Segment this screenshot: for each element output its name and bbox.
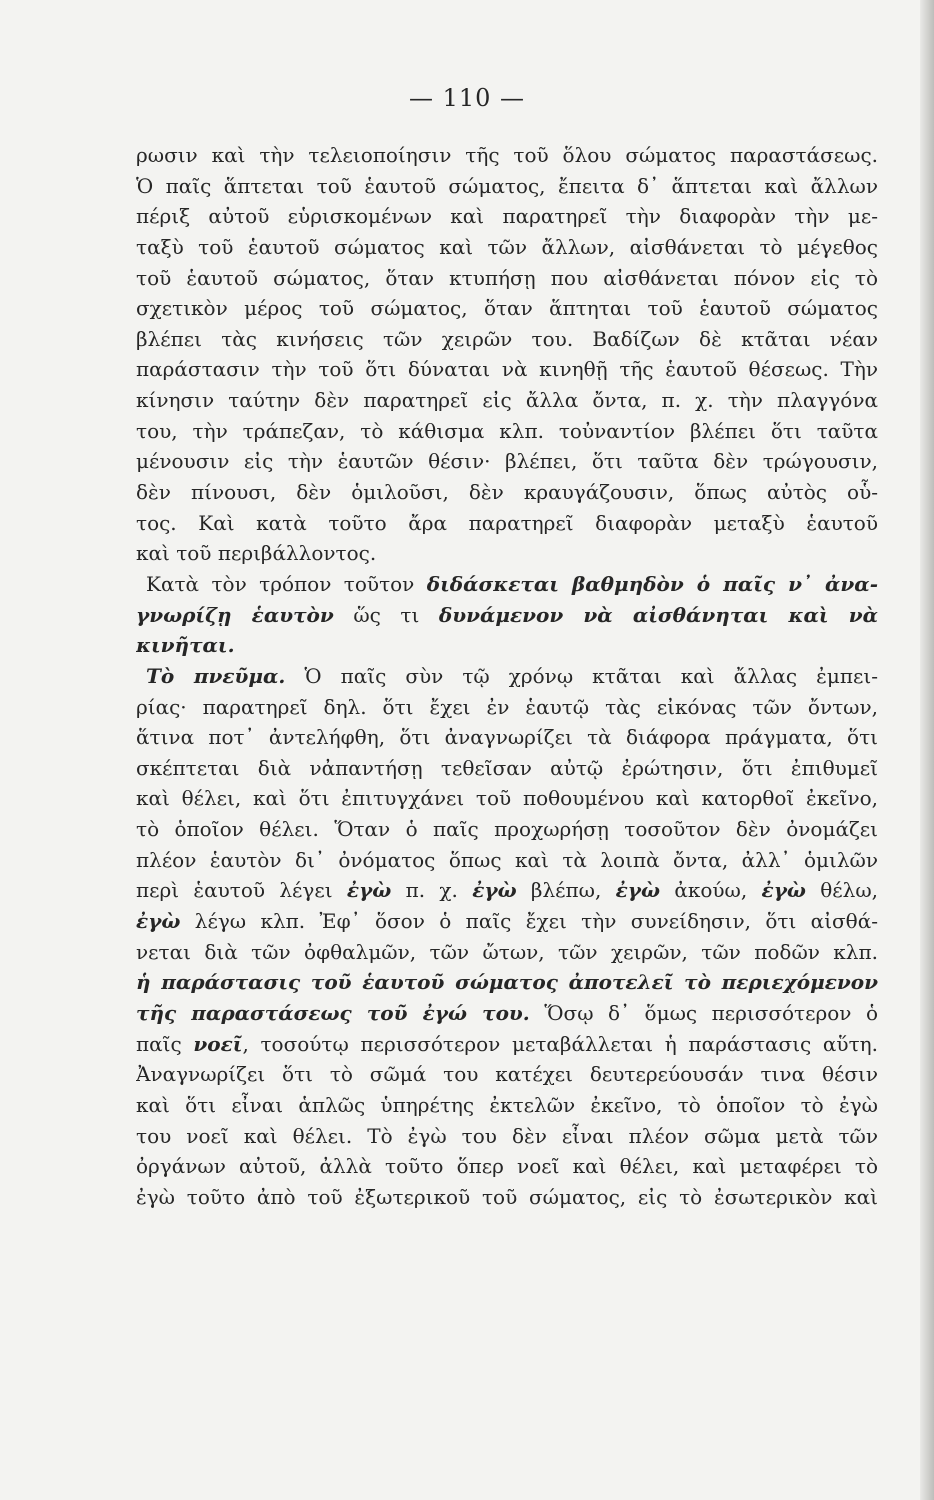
text-segment: , τοσούτῳ περισσότερον μεταβάλλεται ἡ παράστασις αὕτη.: [242, 1031, 878, 1056]
page-edge: [920, 0, 934, 1500]
text-line: [136, 446, 878, 477]
text-segment: κίνησιν ταύτην δὲν παρατηρεῖ εἰς ἄλλα ὄντα, π. χ. τὴν πλαγγόνα: [136, 388, 878, 413]
emphasis-text: τῆς παραστάσεως τοῦ ἐγώ του.: [136, 1000, 530, 1025]
text-segment: πέριξ αὐτοῦ εὑρισκομένων καὶ παρατηρεῖ τὴν διαφορὰν τὴν με-: [136, 204, 878, 229]
text-segment: τὸ ὁποῖον θέλει. Ὅταν ὁ παῖς προχωρήσῃ τοσοῦτον δὲν ὀνομάζει: [136, 817, 878, 842]
text-line: [136, 538, 878, 569]
text-segment: τοῦ ἑαυτοῦ σώματος, ὅταν κτυπήσῃ που αἰσθάνεται πόνον εἰς τὸ: [136, 265, 878, 290]
text-line: [136, 753, 878, 784]
emphasis-text: ἐγὼ: [346, 878, 392, 903]
emphasis-text: νοεῖ: [193, 1031, 243, 1056]
text-line: [136, 171, 878, 202]
emphasis-text: ἐγὼ: [615, 878, 661, 903]
text-line: [136, 324, 878, 355]
emphasis-text: ἐγὼ: [472, 878, 517, 903]
text-segment: βλέπει τὰς κινήσεις τῶν χειρῶν του. Βαδίζων δὲ κτᾶται νέαν: [136, 326, 878, 351]
text-segment: νεται διὰ τῶν ὀφθαλμῶν, τῶν ὤτων, τῶν χειρῶν, τῶν ποδῶν κλπ.: [136, 939, 878, 964]
text-line: [136, 600, 878, 631]
text-line: [136, 201, 878, 232]
text-line: [136, 293, 878, 324]
emphasis-text: Τὸ πνεῦμα.: [146, 663, 286, 688]
text-segment: καὶ τοῦ περιβάλλοντος.: [136, 541, 377, 566]
text-line: [136, 875, 878, 906]
text-line: [136, 263, 878, 294]
text-body: [136, 140, 878, 1212]
text-line: [136, 385, 878, 416]
text-segment: περὶ ἑαυτοῦ λέγει: [136, 878, 347, 903]
text-line: [136, 1182, 878, 1213]
text-segment: παράστασιν τὴν τοῦ ὅτι δύναται νὰ κινηθῇ τῆς ἑαυτοῦ θέσεως. Τὴν: [136, 357, 878, 382]
emphasis-text: κινῆται.: [136, 633, 235, 658]
text-line: [136, 967, 878, 998]
emphasis-text: διδάσκεται βαθμηδὸν ὁ παῖς ν᾽ ἀνα-: [426, 571, 878, 596]
text-line: [136, 508, 878, 539]
text-line: [136, 1151, 878, 1182]
text-segment: ἐγὼ τοῦτο ἀπὸ τοῦ ἐξωτερικοῦ τοῦ σώματος, εἰς τὸ ἐσωτερικὸν καὶ: [136, 1184, 878, 1209]
text-segment: Ὅσῳ δ᾽ ὅμως περισσότερον ὁ: [529, 1000, 878, 1025]
text-segment: Κατὰ τὸν τρόπον τοῦτον: [146, 571, 427, 596]
text-line: [136, 1090, 878, 1121]
text-segment: σκέπτεται διὰ νἀπαντήσῃ τεθεῖσαν αὐτῷ ἐρώτησιν, ὅτι ἐπιθυμεῖ: [136, 755, 878, 780]
text-segment: ρίας· παρατηρεῖ δηλ. ὅτι ἔχει ἐν ἑαυτῷ τὰς εἰκόνας τῶν ὄντων,: [136, 694, 878, 719]
text-line: [136, 906, 878, 937]
emphasis-text: ἐγὼ: [761, 878, 806, 903]
text-line: [136, 661, 878, 692]
text-segment: μένουσιν εἰς τὴν ἑαυτῶν θέσιν· βλέπει, ὅτι ταῦτα δὲν τρώγουσιν,: [136, 449, 878, 474]
text-segment: του, τὴν τράπεζαν, τὸ κάθισμα κλπ. τοὐναντίον βλέπει ὅτι ταῦτα: [136, 418, 878, 443]
text-line: [136, 692, 878, 723]
text-line: [136, 416, 878, 447]
text-line: [136, 140, 878, 171]
text-line: [136, 232, 878, 263]
emphasis-text: ἡ παράστασις τοῦ ἑαυτοῦ σώματος ἀποτελεῖ τὸ περιεχόμενον: [136, 970, 878, 995]
text-segment: παῖς: [136, 1031, 194, 1056]
text-segment: Ὁ παῖς σὺν τῷ χρόνῳ κτᾶται καὶ ἄλλας ἐμπει-: [285, 663, 878, 688]
text-line: [136, 998, 878, 1029]
text-line: [136, 783, 878, 814]
text-line: [136, 477, 878, 508]
emphasis-text: ἐγὼ: [136, 909, 181, 934]
text-line: [136, 937, 878, 968]
text-line: [136, 1121, 878, 1152]
text-segment: ρωσιν καὶ τὴν τελειοποίησιν τῆς τοῦ ὅλου σώματος παραστάσεως.: [136, 143, 878, 167]
text-segment: Ἀναγνωρίζει ὅτι τὸ σῶμά του κατέχει δευτερεύουσάν τινα θέσιν: [136, 1062, 878, 1087]
text-segment: τος. Καὶ κατὰ τοῦτο ἄρα παρατηρεῖ διαφορὰν μεταξὺ ἑαυτοῦ: [136, 510, 878, 535]
text-segment: θέλω,: [805, 878, 878, 903]
text-segment: σχετικὸν μέρος τοῦ σώματος, ὅταν ἅπτηται τοῦ ἑαυτοῦ σώματος: [136, 296, 878, 321]
text-segment: π. χ.: [391, 878, 473, 903]
text-line: [136, 1059, 878, 1090]
text-segment: καὶ θέλει, καὶ ὅτι ἐπιτυγχάνει τοῦ ποθουμένου καὶ κατορθοῖ ἐκεῖνο,: [136, 786, 878, 811]
page-number: — 110 —: [408, 84, 526, 112]
text-line: [136, 354, 878, 385]
text-segment: του νοεῖ καὶ θέλει. Τὸ ἐγὼ του δὲν εἶναι πλέον σῶμα μετὰ τῶν: [136, 1123, 878, 1148]
text-segment: βλέπω,: [516, 878, 616, 903]
text-segment: πλέον ἑαυτὸν δι᾽ ὀνόματος ὅπως καὶ τὰ λοιπὰ ὄντα, ἀλλ᾽ ὁμιλῶν: [136, 847, 878, 872]
text-line: [136, 845, 878, 876]
text-segment: ταξὺ τοῦ ἑαυτοῦ σώματος καὶ τῶν ἄλλων, αἰσθάνεται τὸ μέγεθος: [136, 234, 878, 259]
text-segment: ἀκούω,: [660, 878, 762, 903]
text-segment: ἅτινα ποτ᾽ ἀντελήφθη, ὅτι ἀναγνωρίζει τὰ διάφορα πράγματα, ὅτι: [136, 725, 878, 750]
text-line: [136, 722, 878, 753]
text-line: [136, 569, 878, 600]
text-segment: Ὁ παῖς ἅπτεται τοῦ ἑαυτοῦ σώματος, ἔπειτα δ᾽ ἅπτεται καὶ ἄλλων: [136, 173, 878, 198]
emphasis-text: γνωρίζῃ ἑαυτὸν: [136, 602, 334, 627]
emphasis-text: δυνάμενον νὰ αἰσθάνηται καὶ νὰ: [438, 602, 878, 627]
text-segment: καὶ ὅτι εἶναι ἁπλῶς ὑπηρέτης ἐκτελῶν ἐκεῖνο, τὸ ὁποῖον τὸ ἐγὼ: [136, 1092, 878, 1117]
text-segment: ὥς τι: [333, 602, 439, 627]
text-line: [136, 814, 878, 845]
text-line: [136, 630, 878, 661]
text-segment: ὀργάνων αὐτοῦ, ἀλλὰ τοῦτο ὅπερ νοεῖ καὶ θέλει, καὶ μεταφέρει τὸ: [136, 1154, 878, 1179]
text-segment: λέγω κλπ. Ἐφ᾽ ὅσον ὁ παῖς ἔχει τὴν συνείδησιν, ὅτι αἰσθά-: [180, 909, 878, 934]
text-segment: δὲν πίνουσι, δὲν ὁμιλοῦσι, δὲν κραυγάζουσιν, ὅπως αὐτὸς οὗ-: [136, 480, 878, 505]
text-line: [136, 1029, 878, 1060]
